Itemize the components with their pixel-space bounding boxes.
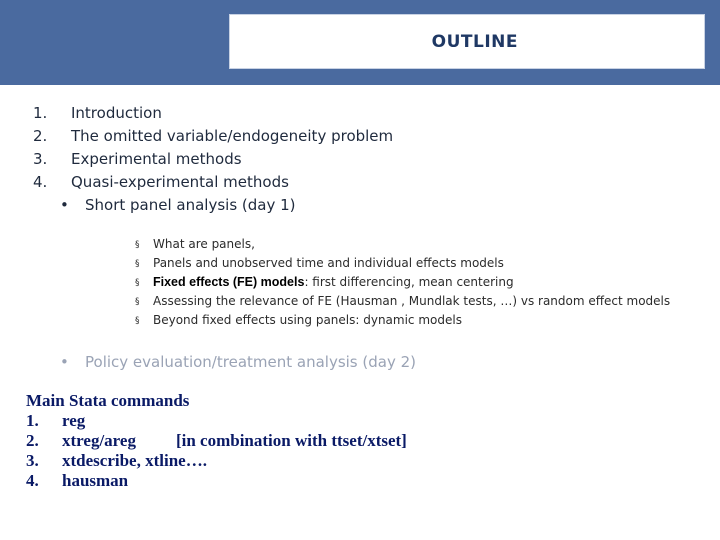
outline-label: Experimental methods xyxy=(71,150,242,168)
detail-bold-text: Fixed effects (FE) models xyxy=(153,275,305,289)
title-box xyxy=(229,14,705,69)
stata-number: 4. xyxy=(26,471,39,490)
outline-number: 1. xyxy=(33,104,48,122)
outline-number: 4. xyxy=(33,173,48,191)
sub-bullet-policy-evaluation xyxy=(60,353,416,371)
outline-item xyxy=(33,104,162,122)
stata-command: reg xyxy=(62,411,86,430)
detail-item xyxy=(135,256,504,271)
detail-text: : first differencing, mean centering xyxy=(304,275,514,289)
outline-item xyxy=(33,127,393,145)
stata-note: [in combination with ttset/xtset] xyxy=(175,431,407,450)
detail-item xyxy=(135,313,462,328)
outline-number: 3. xyxy=(33,150,48,168)
section-bullet: § xyxy=(135,278,140,288)
section-bullet: § xyxy=(135,297,140,307)
section-bullet: § xyxy=(135,240,140,250)
stata-item xyxy=(26,411,85,431)
stata-heading: Main Stata commands xyxy=(26,391,190,410)
section-bullet: § xyxy=(135,259,140,269)
detail-item xyxy=(135,237,255,252)
outline-label: Quasi-experimental methods xyxy=(71,173,289,191)
page-title: OUTLINE xyxy=(431,31,518,52)
stata-number: 2. xyxy=(26,431,39,450)
outline-item xyxy=(33,150,242,168)
outline-label: The omitted variable/endogeneity problem xyxy=(71,127,394,145)
sub-bullet-label: Policy evaluation/treatment analysis (day 2) xyxy=(85,353,416,371)
detail-text: Panels and unobserved time and individual effects models xyxy=(153,256,504,270)
bullet-dot: • xyxy=(60,353,69,371)
section-bullet: § xyxy=(135,316,140,326)
detail-item xyxy=(135,294,670,309)
stata-item xyxy=(26,471,128,491)
stata-number: 1. xyxy=(26,411,39,430)
sub-bullet-label: Short panel analysis (day 1) xyxy=(85,196,296,214)
detail-text: Beyond fixed effects using panels: dynamic models xyxy=(153,313,462,327)
stata-number: 3. xyxy=(26,451,39,470)
outline-item xyxy=(33,173,289,191)
detail-text: Assessing the relevance of FE (Hausman , Mundlak tests, …) vs random effect models xyxy=(153,294,671,308)
outline-label: Introduction xyxy=(71,104,162,122)
detail-text: What are panels, xyxy=(153,237,255,251)
bullet-dot: • xyxy=(60,196,69,214)
stata-command: hausman xyxy=(62,471,129,490)
stata-item xyxy=(26,451,207,471)
stata-command: xtreg/areg xyxy=(62,431,136,450)
sub-bullet-short-panel xyxy=(60,196,296,214)
stata-item xyxy=(26,431,407,451)
detail-item xyxy=(135,275,514,290)
stata-command: xtdescribe, xtline…. xyxy=(62,451,207,470)
outline-number: 2. xyxy=(33,127,48,145)
